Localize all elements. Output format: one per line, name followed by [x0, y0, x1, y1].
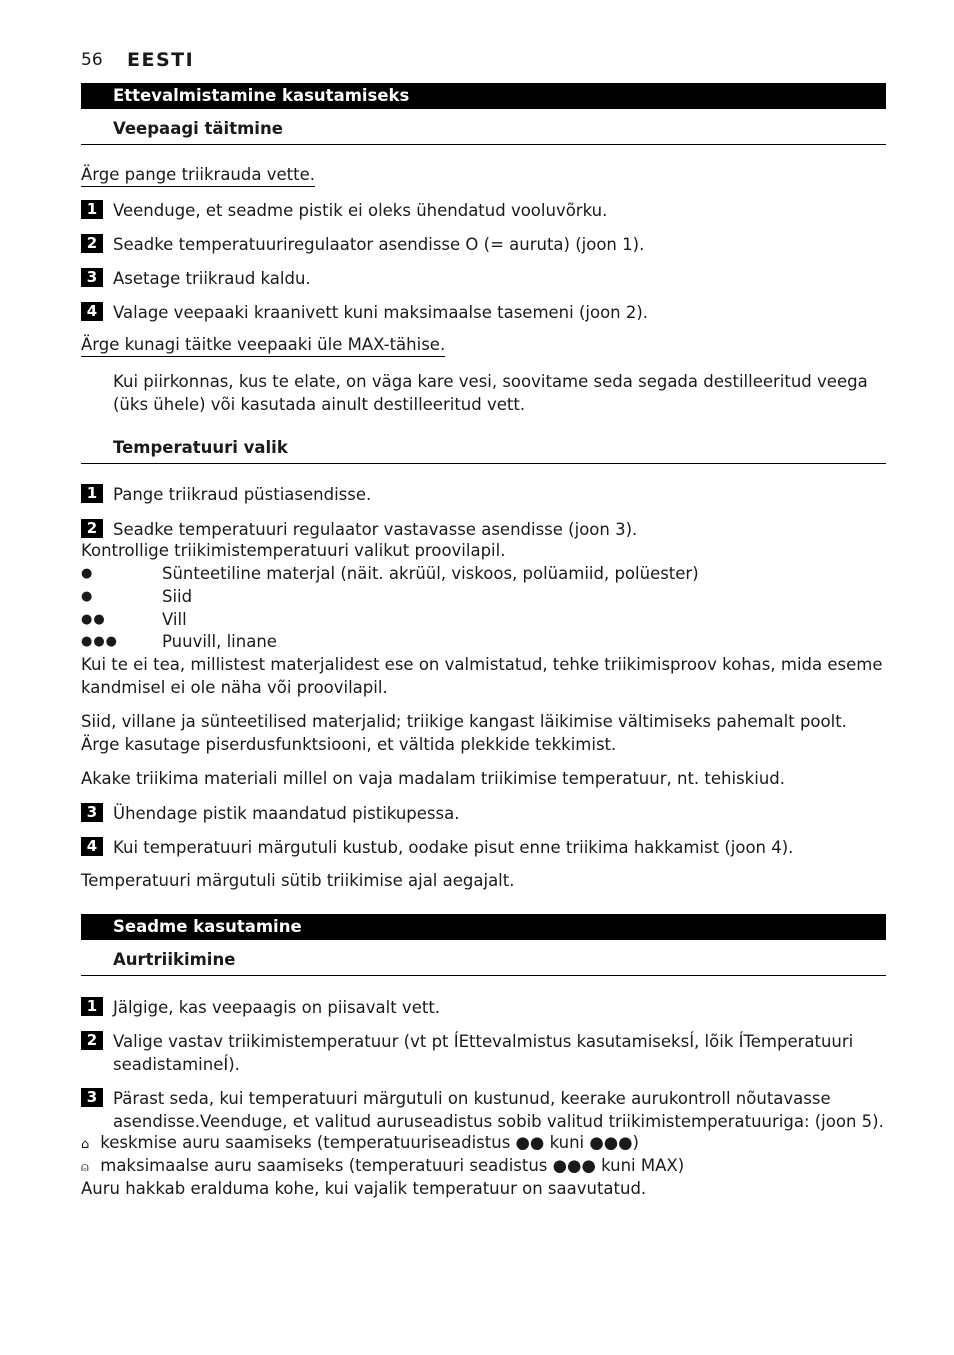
section-heading-preparation: Ettevalmistamine kasutamiseks — [81, 83, 886, 109]
step-text: Seadke temperatuuri regulaator vastavasse asendisse (joon 3). — [113, 520, 638, 539]
subheading-steam-ironing: Aurtriikimine — [113, 950, 236, 969]
paragraph: Siid, villane ja sünteetilised materjalid; triikige kangast läikimise vältimiseks pahemalt poolt. Ärge kasutage piserdusfunktsiooni, et vältida plekkide tekkimist. — [81, 712, 847, 754]
step-number: 1 — [81, 997, 103, 1016]
material-label: Vill — [162, 610, 187, 629]
max-steam-icon: ⍝ — [81, 1160, 89, 1175]
material-dots: ● — [81, 589, 94, 604]
step-text: Jälgige, kas veepaagis on piisavalt vett. — [113, 998, 441, 1017]
subheading-fill-tank: Veepaagi täitmine — [113, 119, 283, 138]
material-dots: ● — [81, 566, 94, 581]
subheading-temperature: Temperatuuri valik — [113, 438, 288, 457]
step-number: 3 — [81, 1088, 103, 1107]
steam-option-text: maksimaalse auru saamiseks (temperatuuri seadistus ●●● kuni MAX) — [100, 1156, 685, 1175]
medium-steam-icon: ⌂ — [81, 1137, 90, 1152]
paragraph: Kui te ei tea, millistest materjalidest ese on valmistatud, tehke triikimisproov kohas, mida eseme kandmisel ei ole näha või proovilapil. — [81, 655, 883, 697]
divider — [81, 144, 886, 145]
step-number: 1 — [81, 484, 103, 503]
steam-option — [81, 1154, 684, 1179]
material-label: Sünteetiline materjal (näit. akrüül, viskoos, polüamiid, polüester) — [162, 564, 699, 583]
material-label: Siid — [162, 587, 193, 606]
material-dots: ●● — [81, 612, 106, 627]
steam-option-text: keskmise auru saamiseks (temperatuuriseadistus ●● kuni ●●●) — [100, 1133, 639, 1152]
divider — [81, 463, 886, 464]
step-text: Pange triikraud püstiasendisse. — [113, 485, 372, 504]
language-label: EESTI — [127, 49, 195, 71]
note-paragraph: Kui piirkonnas, kus te elate, on väga kare vesi, soovitame seda segada destilleeritud veega (üks ühele) või kasutada ainult destilleeritud vett. — [113, 372, 868, 414]
page-number: 56 — [81, 50, 103, 70]
step-text: Pärast seda, kui temperatuuri märgutuli on kustunud, keerake aurukontroll nõutavasse asendisse.Veenduge, et valitud auruseadistus sobib valitud triikimistemperatuuriga: (joon 5). — [113, 1089, 884, 1131]
step-number: 2 — [81, 234, 103, 253]
section-heading-usage: Seadme kasutamine — [81, 914, 886, 940]
warning-text: Ärge kunagi täitke veepaaki üle MAX-tähise. — [81, 335, 445, 357]
step-text: Valige vastav triikimistemperatuur (vt pt ÍEttevalmistus kasutamiseksÍ, lõik ÍTemperatuuri seadistamineÍ). — [113, 1032, 854, 1074]
material-label: Puuvill, linane — [162, 632, 277, 651]
paragraph: Akake triikima materiali millel on vaja madalam triikimise temperatuur, nt. tehiskiud. — [81, 769, 785, 788]
step-number: 2 — [81, 1031, 103, 1050]
step-number: 3 — [81, 803, 103, 822]
step-text: Valage veepaaki kraanivett kuni maksimaalse tasemeni (joon 2). — [113, 303, 649, 322]
warning-text: Ärge pange triikrauda vette. — [81, 165, 315, 187]
step-text: Kui temperatuuri märgutuli kustub, oodake pisut enne triikima hakkamist (joon 4). — [113, 838, 794, 857]
step-text: Veenduge, et seadme pistik ei oleks ühendatud vooluvõrku. — [113, 201, 608, 220]
step-number: 2 — [81, 519, 103, 538]
step-number: 1 — [81, 200, 103, 219]
step-number: 4 — [81, 302, 103, 321]
step-text: Seadke temperatuuriregulaator asendisse O (= auruta) (joon 1). — [113, 235, 645, 254]
step-number: 3 — [81, 268, 103, 287]
step-text: Ühendage pistik maandatud pistikupessa. — [113, 804, 460, 823]
paragraph: Temperatuuri märgutuli sütib triikimise ajal aegajalt. — [81, 871, 515, 890]
step-number: 4 — [81, 837, 103, 856]
step-text: Asetage triikraud kaldu. — [113, 269, 311, 288]
divider — [81, 975, 886, 976]
paragraph: Auru hakkab eralduma kohe, kui vajalik temperatuur on saavutatud. — [81, 1179, 647, 1198]
material-dots: ●●● — [81, 634, 119, 649]
paragraph: Kontrollige triikimistemperatuuri valikut proovilapil. — [81, 541, 506, 560]
steam-option — [81, 1131, 639, 1156]
